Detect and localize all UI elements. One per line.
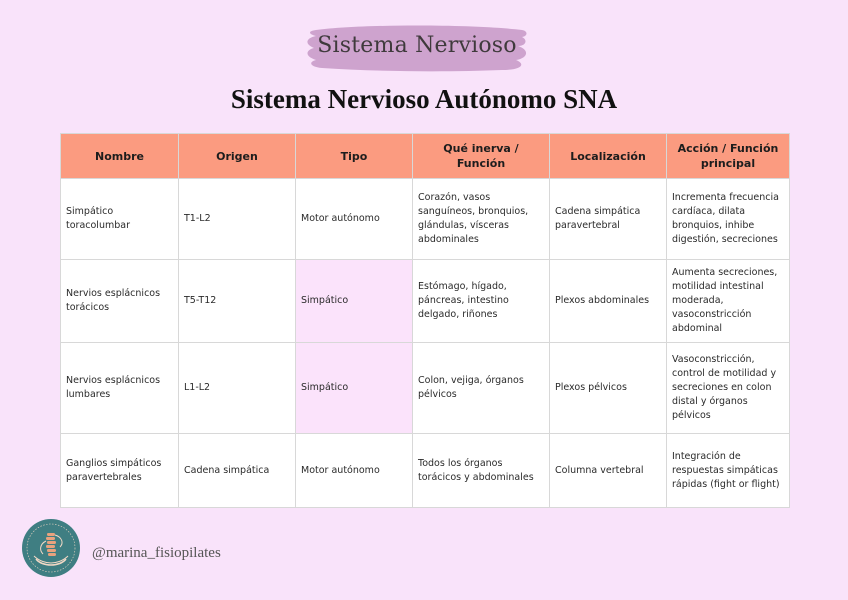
column-header-inerva: Qué inerva / Función xyxy=(413,134,550,179)
cell-accion: Aumenta secreciones, motilidad intestinal moderada, vasoconstricción abdominal xyxy=(667,260,790,343)
cell-localizacion: Columna vertebral xyxy=(550,434,667,508)
cell-accion: Incrementa frecuencia cardíaca, dilata bronquios, inhibe digestión, secreciones xyxy=(667,179,790,260)
table-row xyxy=(61,434,790,508)
table-header-row xyxy=(61,134,790,179)
nervous-system-table xyxy=(60,133,789,508)
table-row xyxy=(61,179,790,260)
cell-origen: Cadena simpática xyxy=(179,434,296,508)
table-row xyxy=(61,260,790,343)
cell-origen: T5-T12 xyxy=(179,260,296,343)
cell-tipo: Motor autónomo xyxy=(296,434,413,508)
cell-origen: L1-L2 xyxy=(179,343,296,434)
badge-title: Sistema Nervioso xyxy=(317,33,517,58)
cell-inerva: Corazón, vasos sanguíneos, bronquios, glándulas, vísceras abdominales xyxy=(413,179,550,260)
cell-inerva: Estómago, hígado, páncreas, intestino delgado, riñones xyxy=(413,260,550,343)
cell-accion: Vasoconstricción, control de motilidad y secreciones en colon distal y órganos pélvicos xyxy=(667,343,790,434)
column-header-nombre: Nombre xyxy=(61,134,179,179)
spine-logo-icon xyxy=(22,519,80,577)
cell-localizacion: Cadena simpática paravertebral xyxy=(550,179,667,260)
cell-tipo: Simpático xyxy=(296,260,413,343)
column-header-origen: Origen xyxy=(179,134,296,179)
page-title: Sistema Nervioso Autónomo SNA xyxy=(230,84,618,114)
column-header-tipo: Tipo xyxy=(296,134,413,179)
cell-accion: Integración de respuestas simpáticas rápidas (fight or flight) xyxy=(667,434,790,508)
cell-tipo: Simpático xyxy=(296,343,413,434)
header-badge xyxy=(302,22,532,74)
column-header-accion: Acción / Función principal xyxy=(667,134,790,179)
cell-localizacion: Plexos abdominales xyxy=(550,260,667,343)
column-header-localizacion: Localización xyxy=(550,134,667,179)
cell-inerva: Todos los órganos torácicos y abdominales xyxy=(413,434,550,508)
cell-nombre: Simpático toracolumbar xyxy=(61,179,179,260)
cell-nombre: Ganglios simpáticos paravertebrales xyxy=(61,434,179,508)
table-row xyxy=(61,343,790,434)
cell-nombre: Nervios esplácnicos lumbares xyxy=(61,343,179,434)
cell-inerva: Colon, vejiga, órganos pélvicos xyxy=(413,343,550,434)
cell-nombre: Nervios esplácnicos torácicos xyxy=(61,260,179,343)
cell-origen: T1-L2 xyxy=(179,179,296,260)
cell-localizacion: Plexos pélvicos xyxy=(550,343,667,434)
cell-tipo: Motor autónomo xyxy=(296,179,413,260)
instagram-handle: @marina_fisiopilates xyxy=(92,545,221,561)
